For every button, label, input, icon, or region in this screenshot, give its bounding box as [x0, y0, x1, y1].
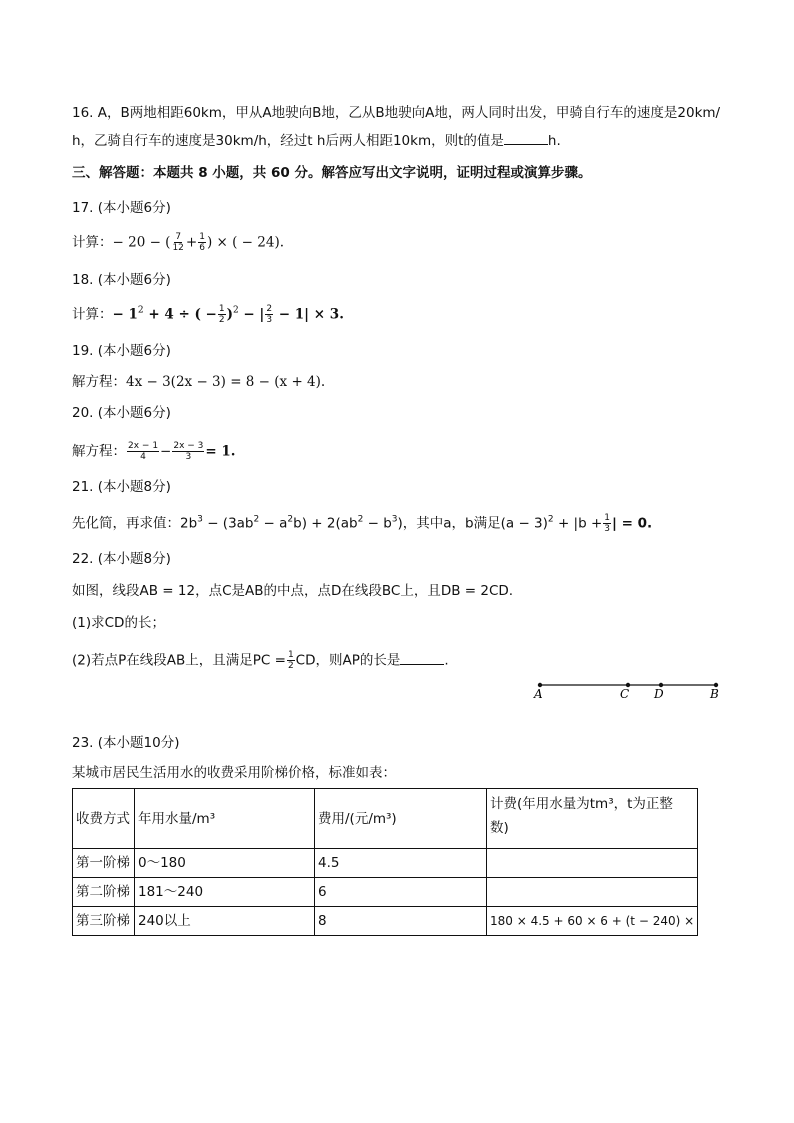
- point-label-a: A: [534, 687, 543, 701]
- frac-numerator: 2: [266, 304, 273, 314]
- point-label-b: B: [710, 687, 719, 701]
- frac-numerator: 1: [287, 650, 294, 660]
- table-header-row: [73, 789, 698, 849]
- table-cell: 6: [315, 878, 487, 907]
- q21-text-b: − (3ab: [202, 515, 254, 532]
- q21-text-e: − b: [363, 515, 392, 532]
- exponent: 2: [137, 305, 144, 316]
- frac-numerator: 2x − 1: [128, 441, 159, 451]
- q18-expr-e: − 1| × 3.: [274, 306, 344, 323]
- point-d-dot: [659, 683, 663, 687]
- point-c-dot: [626, 683, 630, 687]
- header-line: 计费(年用水量为tm³，t为正整: [490, 796, 673, 812]
- exponent: 2: [547, 514, 554, 525]
- q16-line-2: [72, 131, 561, 151]
- exponent: 2: [357, 514, 364, 525]
- q16-unit: h.: [547, 133, 561, 149]
- q22-sub2-text-a: (2)若点P在线段AB上，且满足PC =: [72, 652, 286, 669]
- q20-fraction-1: [127, 441, 159, 462]
- q22-header: 22. (本小题8分): [72, 551, 171, 567]
- table-cell: 第二阶梯: [73, 878, 135, 907]
- q23-stem: 某城市居民生活用水的收费采用阶梯价格，标准如表：: [72, 765, 396, 781]
- minus-sign: −: [160, 443, 172, 460]
- frac-denominator: 3: [185, 452, 192, 462]
- table-cell: [487, 849, 698, 878]
- frac-numerator: 7: [175, 232, 182, 242]
- table-cell: 240以上: [135, 907, 315, 936]
- q21-header: 21. (本小题8分): [72, 479, 171, 495]
- section-header: 三、解答题：本题共 8 小题，共 60 分。解答应写出文字说明，证明过程或演算步骤。: [72, 165, 592, 181]
- q16-line-2-text: h，乙骑自行车的速度是30km/h，经过t h后两人相距10km，则t的值是: [72, 133, 504, 149]
- q23-header: 23. (本小题10分): [72, 735, 180, 751]
- q19-expr: 4x − 3(2x − 3) = 8 − (x + 4).: [126, 374, 326, 390]
- table-header-cell: 收费方式: [73, 789, 135, 849]
- q18-fraction-1: [218, 304, 226, 325]
- frac-numerator: 1: [218, 304, 225, 314]
- answer-blank[interactable]: [504, 132, 548, 145]
- q21-text-d: b) + 2(ab: [293, 515, 358, 532]
- point-b-dot: [714, 683, 718, 687]
- q17-fraction-1: [171, 232, 184, 253]
- q21-text-a: 先化简，再求值：2b: [72, 515, 198, 532]
- table-row: [73, 878, 698, 907]
- table-cell: 181～240: [135, 878, 315, 907]
- q17-fraction-2: [198, 232, 206, 253]
- table-cell: 第一阶梯: [73, 849, 135, 878]
- point-a-dot: [538, 683, 542, 687]
- q17-body: [72, 232, 284, 253]
- q18-label: 计算：: [72, 306, 113, 323]
- table-cell: 0～180: [135, 849, 315, 878]
- q18-expr-d: − |: [238, 306, 265, 323]
- exponent: 2: [232, 305, 239, 316]
- q21-text-f: )，其中a，b满足(a − 3): [397, 515, 548, 532]
- exponent: 3: [197, 514, 203, 525]
- q21-fraction: [603, 513, 611, 534]
- frac-denominator: 6: [199, 243, 205, 253]
- q20-label: 解方程：: [72, 443, 126, 460]
- q22-sub2: [72, 650, 449, 671]
- exponent: 2: [287, 514, 294, 525]
- frac-denominator: 3: [266, 315, 273, 325]
- q20-body: [72, 441, 236, 462]
- frac-denominator: 3: [604, 524, 611, 534]
- q16-line-1: 16. A，B两地相距60km，甲从A地驶向B地，乙从B地驶向A地，两人同时出发，甲骑自行车的速度是20km/: [72, 105, 721, 121]
- table-header-cell: [487, 789, 698, 849]
- table-cell: 第三阶梯: [73, 907, 135, 936]
- table-header-cell: 年用水量/m³: [135, 789, 315, 849]
- exponent: 3: [391, 514, 398, 525]
- q22-sub2-end: .: [444, 652, 449, 669]
- table-cell: 4.5: [315, 849, 487, 878]
- frac-denominator: 4: [140, 452, 146, 462]
- table-row: [73, 907, 698, 936]
- q19-body: [72, 372, 325, 392]
- exponent: 2: [253, 514, 260, 525]
- q17-header: 17. (本小题6分): [72, 200, 171, 216]
- frac-numerator: 2x − 3: [173, 441, 204, 451]
- q18-expr-c: ): [226, 306, 233, 323]
- q20-header: 20. (本小题6分): [72, 405, 171, 421]
- q21-text-g: + |b +: [553, 515, 603, 532]
- q20-expr-end: = 1.: [205, 443, 236, 460]
- frac-denominator: 2: [218, 315, 225, 325]
- q21-text-h: | = 0.: [612, 515, 653, 532]
- q22-sub1: (1)求CD的长；: [72, 615, 165, 631]
- plus-sign: +: [185, 234, 198, 251]
- q22-fraction: [287, 650, 295, 671]
- q22-sub2-text-b: CD，则AP的长是: [295, 652, 401, 669]
- q18-fraction-2: [265, 304, 273, 325]
- frac-denominator: 2: [287, 661, 294, 671]
- q17-expr-b: ) × ( − 24).: [206, 234, 285, 251]
- header-line: 数): [490, 820, 509, 836]
- table-cell: 180 × 4.5 + 60 × 6 + (t − 240) ×: [487, 907, 698, 936]
- table-header-cell: 费用/(元/m³): [315, 789, 487, 849]
- q18-header: 18. (本小题6分): [72, 272, 171, 288]
- frac-numerator: 1: [604, 513, 611, 523]
- q19-header: 19. (本小题6分): [72, 343, 171, 359]
- point-label-c: C: [620, 687, 630, 701]
- q20-fraction-2: [172, 441, 204, 462]
- q22-stem: 如图，线段AB = 12，点C是AB的中点，点D在线段BC上，且DB = 2CD.: [72, 583, 514, 599]
- table-row: [73, 849, 698, 878]
- q19-label: 解方程：: [72, 374, 126, 390]
- frac-denominator: 12: [172, 243, 184, 253]
- q17-label: 计算：: [72, 234, 113, 251]
- answer-blank[interactable]: [400, 652, 444, 665]
- q17-expr-a: − 20 − (: [112, 234, 171, 251]
- table-cell: 8: [315, 907, 487, 936]
- q21-body: [72, 513, 652, 534]
- point-label-d: D: [654, 687, 664, 701]
- q18-expr-a: − 1: [112, 306, 138, 323]
- q18-expr-b: + 4 ÷ ( −: [143, 306, 217, 323]
- table-cell: [487, 878, 698, 907]
- q18-body: [72, 304, 344, 325]
- frac-numerator: 1: [199, 232, 205, 242]
- fee-table: [72, 788, 698, 936]
- q21-text-c: − a: [259, 515, 288, 532]
